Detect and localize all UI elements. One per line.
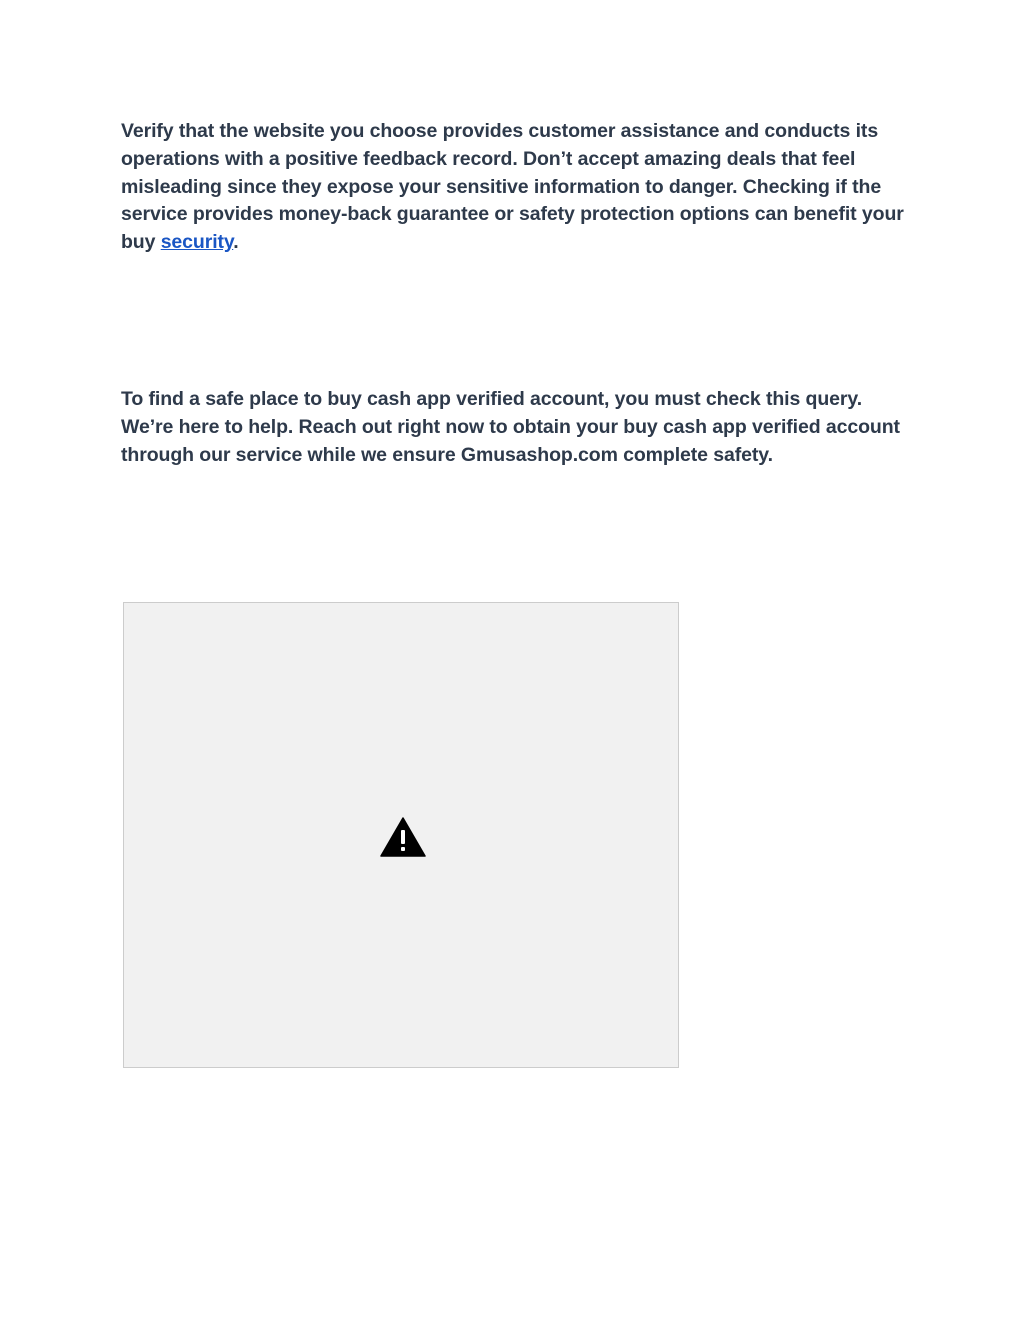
security-link[interactable]: security (160, 231, 234, 254)
paragraph-customer-assistance (121, 118, 911, 257)
broken-image-placeholder (123, 602, 679, 1068)
paragraph-period: . (233, 231, 239, 254)
paragraph-text: Verify that the website you choose provides customer assistance and conducts its operations with a positive feedback record. Don’t accept amazing deals that feel misleading since they expose your sensitive information to danger. Checking if the service provides money-back guarantee or safety protection options can benefit your buy (121, 120, 904, 254)
paragraph-safe-place: To find a safe place to buy cash app verified account, you must check this query. We’re here to help. Reach out right now to obtain your buy cash app verified account through our service while we ensure Gmusashop.com complete safety. (121, 388, 900, 466)
warning-icon (380, 817, 426, 857)
